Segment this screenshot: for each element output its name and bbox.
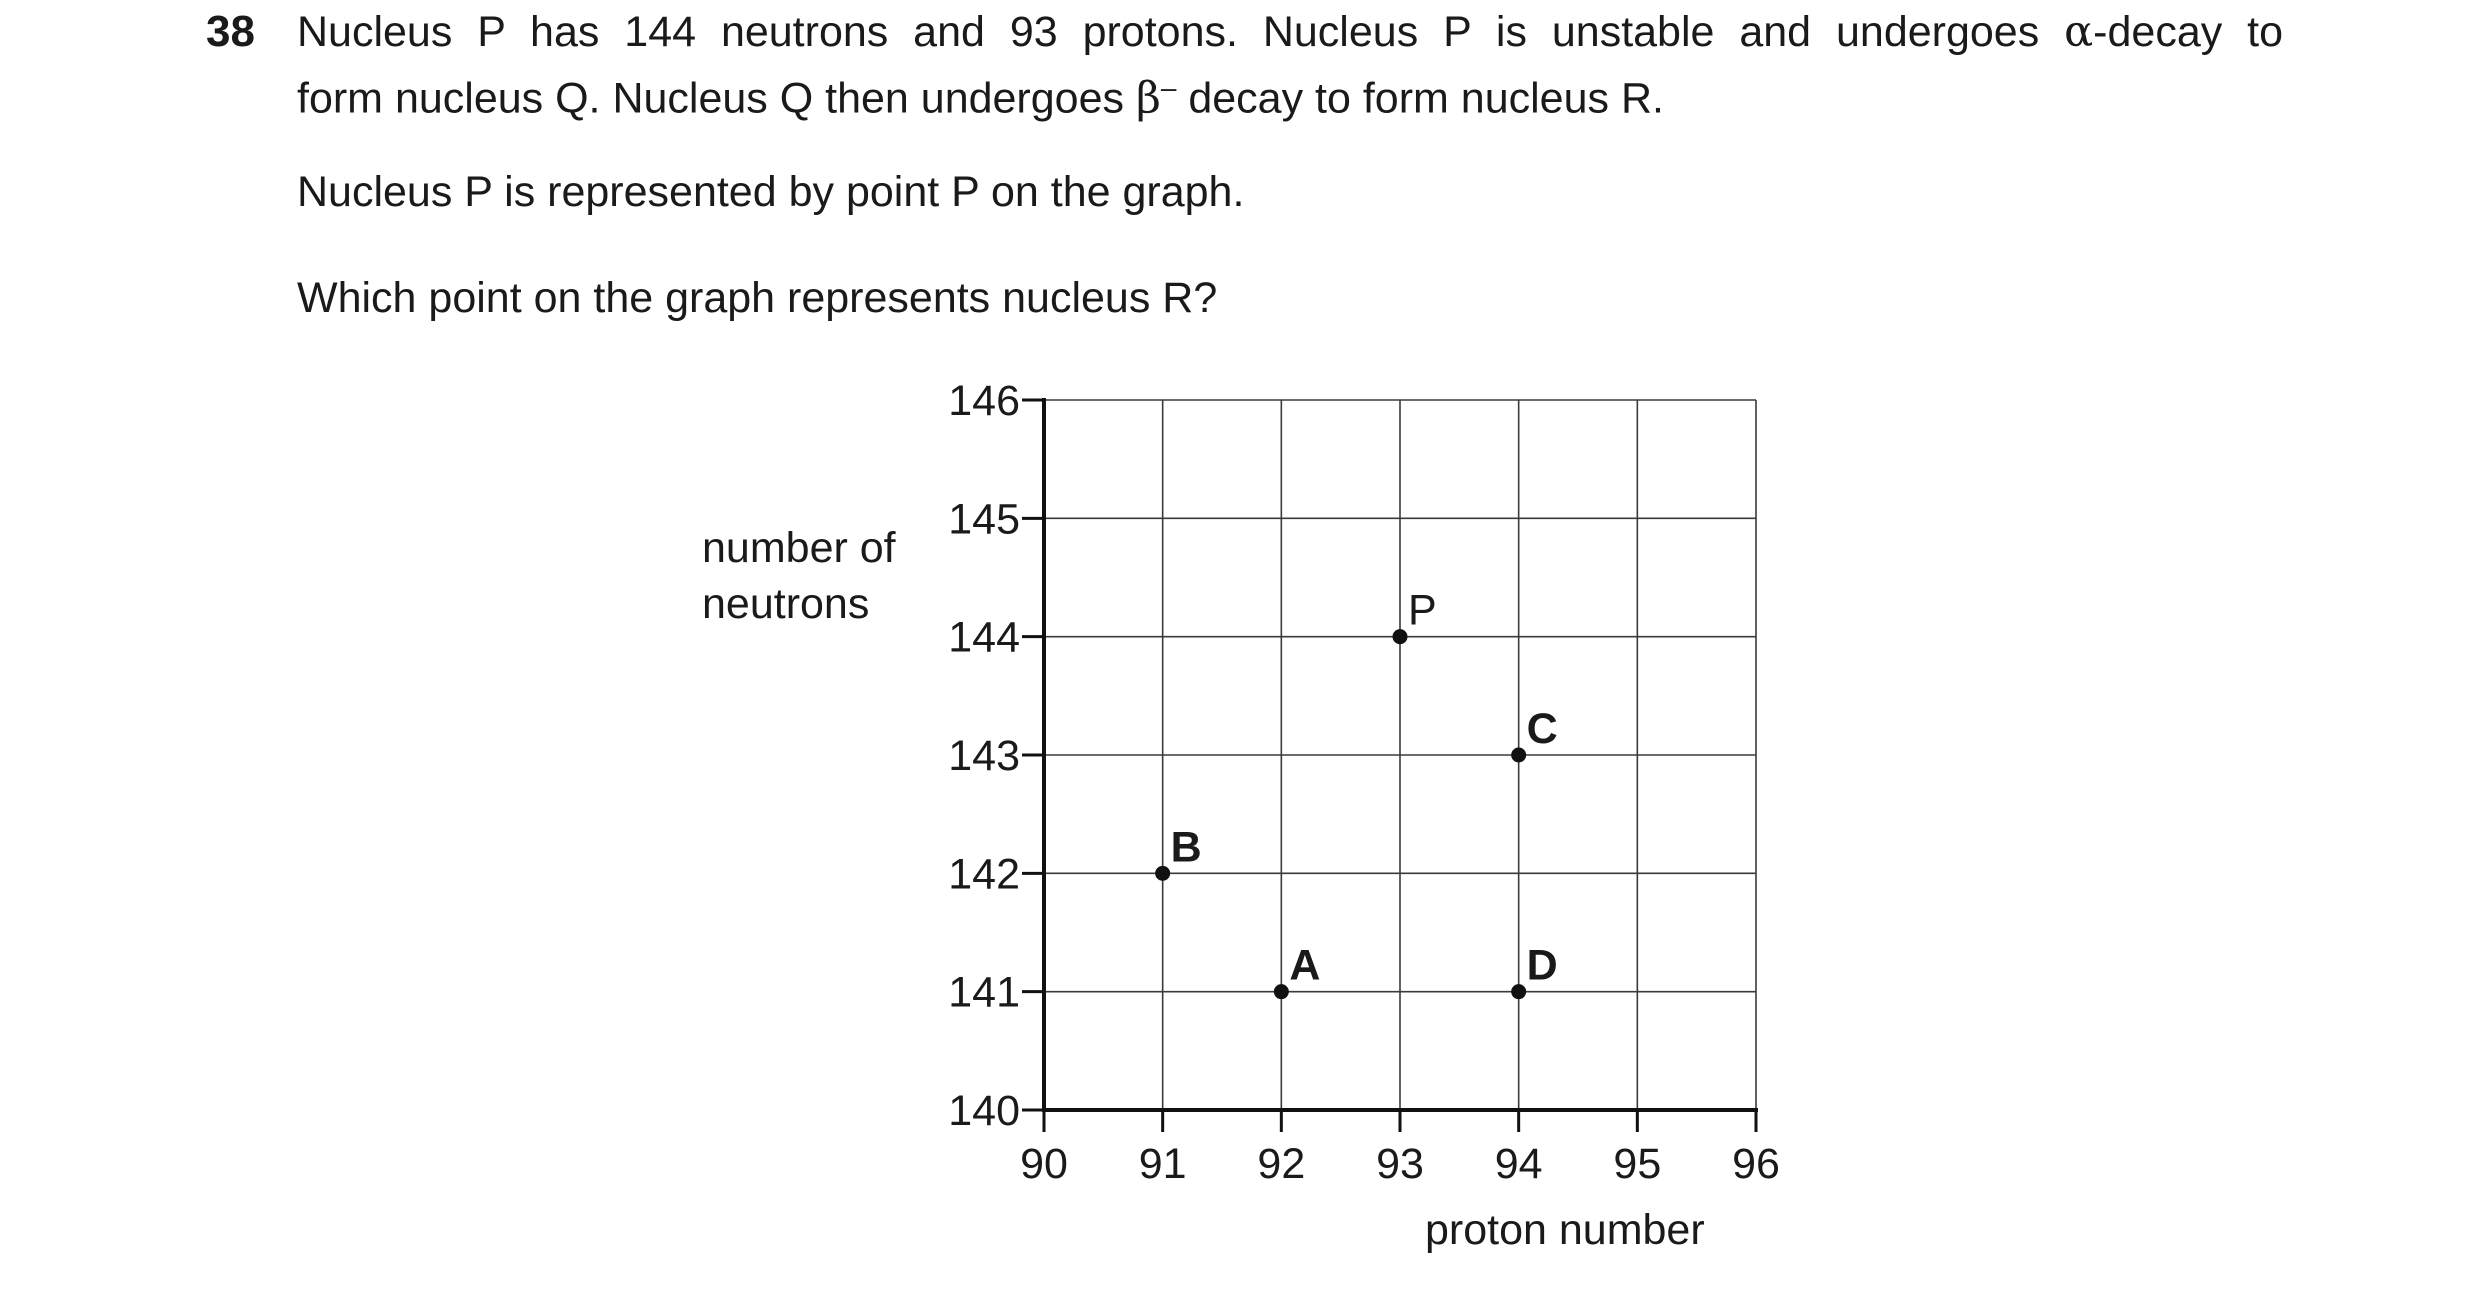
question-line-2-end: decay to form nucleus R.	[1176, 74, 1664, 123]
point-label-c: C	[1526, 705, 1558, 753]
graph-ticks	[948, 377, 1780, 1188]
x-tick-label-96: 96	[1732, 1140, 1780, 1188]
x-tick-label-92: 92	[1257, 1140, 1306, 1188]
point-b	[1155, 866, 1170, 881]
question-line-1-text: Nucleus P has 144 neutrons and 93 protons. Nucleus P is unstable and undergoes	[297, 8, 2065, 56]
beta-minus-superscript: –	[1160, 72, 1177, 103]
point-label-d: D	[1526, 941, 1558, 990]
graph-grid	[1044, 400, 1756, 1110]
x-tick-label-94: 94	[1494, 1140, 1543, 1188]
graph-points	[1155, 587, 1558, 1000]
question-line-2-text: form nucleus Q. Nucleus Q then undergoes	[297, 74, 1136, 123]
question-number: 38	[206, 7, 255, 56]
x-tick-label-90: 90	[1020, 1140, 1068, 1188]
y-tick-label-140: 140	[948, 1087, 1020, 1135]
point-label-a: A	[1289, 941, 1321, 990]
question-prompt: Which point on the graph represents nucleus R?	[297, 274, 1218, 322]
x-axis-label: proton number	[1425, 1206, 1705, 1254]
x-tick-label-95: 95	[1613, 1140, 1662, 1188]
point-d	[1511, 984, 1526, 999]
x-tick-label-93: 93	[1376, 1140, 1424, 1188]
x-tick-label-91: 91	[1138, 1140, 1187, 1188]
point-a	[1274, 984, 1289, 999]
y-tick-label-143: 143	[948, 732, 1020, 780]
y-tick-label-145: 145	[948, 495, 1020, 544]
question-statement: Nucleus P is represented by point P on the graph.	[297, 168, 1245, 216]
y-axis-label-line-2: neutrons	[702, 580, 870, 628]
y-tick-label-141: 141	[948, 968, 1020, 1017]
point-p	[1393, 629, 1408, 644]
question-line-1-end: -decay to	[2093, 8, 2284, 56]
point-label-p: P	[1408, 586, 1437, 635]
y-tick-label-146: 146	[948, 377, 1020, 425]
alpha-symbol: α	[2064, 7, 2094, 57]
point-label-b: B	[1170, 823, 1202, 872]
beta-symbol: β	[1135, 73, 1161, 124]
y-tick-label-142: 142	[948, 850, 1020, 899]
y-tick-label-144: 144	[948, 613, 1020, 662]
point-c	[1511, 748, 1526, 763]
y-axis-label-line-1: number of	[702, 524, 896, 572]
